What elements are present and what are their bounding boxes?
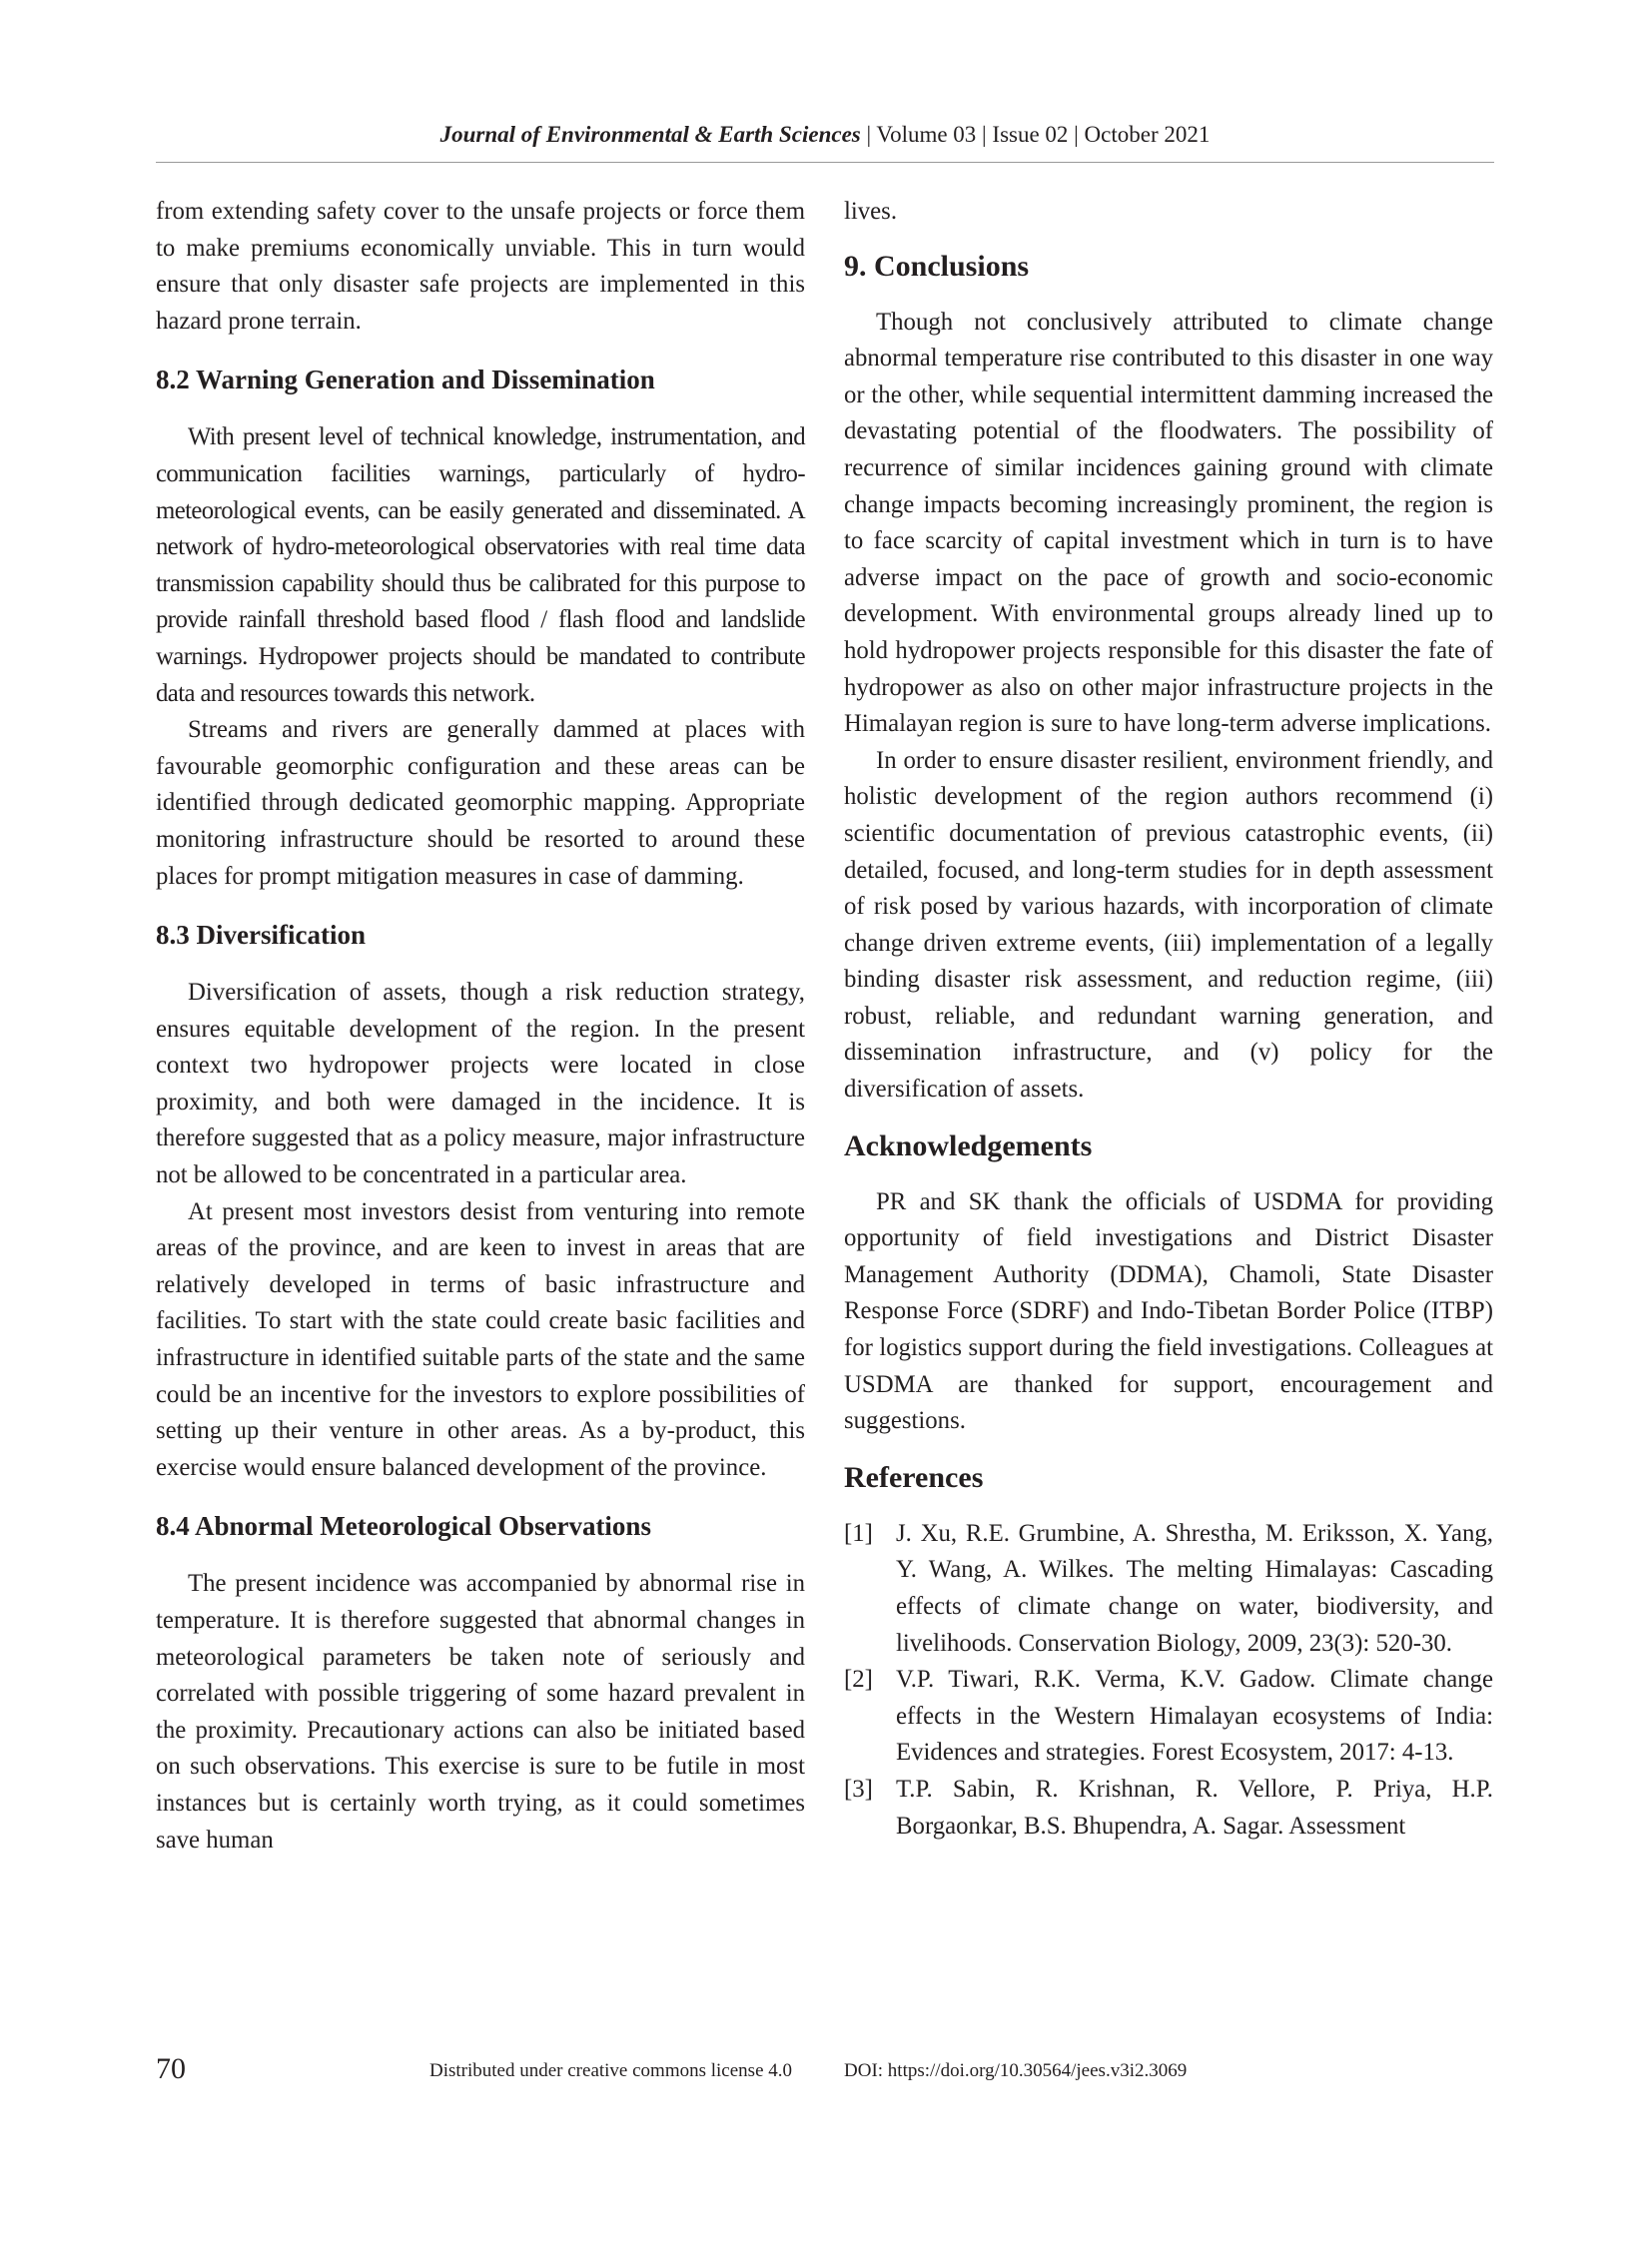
paragraph: At present most investors desist from venturing into remote areas of the province, and are keen to invest in areas that are relatively developed in terms of basic infrastructure and facilities. To start with the state could create basic facilities and infrastructure in identified suitable parts of the state and the same could be an incentive for the investors to explore possibilities of setting up their venture in other areas. As a by-product, this exercise would ensure balanced development of the province.: [156, 1197, 805, 1481]
paragraph: Diversification of assets, though a risk reduction strategy, ensures equitable development of the region. In the present context two hydropower projects were located in close proximity, and both were damaged in the incidence. It is therefore suggested that as a policy measure, major infrastructure not be allowed to be concentrated in a particular area.: [156, 979, 805, 1189]
section-heading-8-4: 8.4 Abnormal Meteorological Observations: [156, 1511, 651, 1542]
running-header: [156, 118, 1494, 152]
reference-text: J. Xu, R.E. Grumbine, A. Shrestha, M. Eriksson, X. Yang, Y. Wang, A. Wilkes. The melting Himalayas: Cascading effects of climate change on water, biodiversity, and livelihoods. Conservation Biology, 2009, 23(3): 520-30.: [896, 1519, 1493, 1657]
right-column: [844, 194, 1493, 1845]
paragraph: PR and SK thank the officials of USDMA for providing opportunity of field investigations and District Disaster Management Authority (DDMA), Chamoli, State Disaster Response Force (SDRF) and Indo-Tibetan Border Police (ITBP) for logistics support during the field investigations. Colleagues at USDMA are thanked for support, encouragement and suggestions.: [844, 1187, 1493, 1435]
reference-list: [844, 1516, 1493, 1845]
reference-number: [2]: [844, 1666, 873, 1694]
paragraph: With present level of technical knowledge, instrumentation, and communication facilities warnings, particularly of hydro-meteorological events, can be easily generated and disseminated. A network of hydro-meteorological observatories with real time data transmission capability should thus be calibrated for this purpose to provide rainfall threshold based flood / flash flood and landslide warnings. Hydropower projects should be mandated to contribute data and resources towards this network.: [156, 423, 805, 707]
reference-text: V.P. Tiwari, R.K. Verma, K.V. Gadow. Climate change effects in the Western Himalayan ecosystems of India: Evidences and strategies. Forest Ecosystem, 2017: 4-13.: [896, 1666, 1493, 1767]
reference-item: [844, 1772, 1493, 1845]
reference-text: T.P. Sabin, R. Krishnan, R. Vellore, P. Priya, H.P. Borgaonkar, B.S. Bhupendra, A. Sagar. Assessment: [896, 1775, 1493, 1840]
page-number: 70: [156, 2052, 186, 2085]
section-heading-conclusions: 9. Conclusions: [844, 249, 1030, 283]
license-note: Distributed under creative commons license 4.0: [429, 2060, 793, 2081]
section-heading-8-2: 8.2 Warning Generation and Dissemination: [156, 365, 655, 395]
doi-link[interactable]: DOI: https://doi.org/10.30564/jees.v3i2.3069: [844, 2060, 1188, 2081]
reference-item: [844, 1662, 1493, 1772]
continued-paragraph: from extending safety cover to the unsafe projects or force them to make premiums economically unviable. This in turn would ensure that only disaster safe projects are implemented in this hazard prone terrain.: [156, 198, 805, 335]
left-column: [156, 194, 805, 1859]
paragraph: The present incidence was accompanied by abnormal rise in temperature. It is therefore suggested that abnormal changes in meteorological parameters be taken note of seriously and correlated with possible triggering of some hazard prevalent in the proximity. Precautionary actions can also be initiated based on such observations. This exercise is sure to be futile in most instances but is certainly worth trying, as it could sometimes save human: [156, 1570, 805, 1854]
section-heading-acknowledgements: Acknowledgements: [844, 1128, 1093, 1162]
reference-number: [3]: [844, 1775, 873, 1803]
reference-item: [844, 1516, 1493, 1662]
paragraph: Though not conclusively attributed to climate change abnormal temperature rise contributed to this disaster in one way or the other, while sequential intermittent damming increased the devastating potential of the floodwaters. The possibility of recurrence of similar incidences gaining ground with climate change impacts becoming increasingly prominent, the region is to face scarcity of capital investment which in turn is to have adverse impact on the pace of growth and socio-economic development. With environmental groups already lined up to hold hydropower projects responsible for this disaster the fate of hydropower as also on other major infrastructure projects in the Himalayan region is sure to have long-term adverse implications.: [844, 308, 1493, 738]
section-heading-8-3: 8.3 Diversification: [156, 920, 366, 951]
paragraph: In order to ensure disaster resilient, environment friendly, and holistic development of the region authors recommend (i) scientific documentation of previous catastrophic events, (ii) detailed, focused, and long-term studies for in depth assessment of risk posed by various hazards, with incorporation of climate change driven extreme events, (iii) implementation of a legally binding disaster risk assessment, and reduction regime, (iii) robust, reliable, and redundant warning generation, and dissemination infrastructure, and (v) policy for the diversification of assets.: [844, 746, 1493, 1104]
journal-name: Journal of Environmental & Earth Sciences: [439, 122, 861, 147]
continued-paragraph: lives.: [844, 198, 898, 225]
paragraph: Streams and rivers are generally dammed at places with favourable geomorphic configuration and these areas can be identified through dedicated geomorphic mapping. Appropriate monitoring infrastructure should be resorted to around these places for prompt mitigation measures in case of damming.: [156, 716, 805, 890]
header-divider: [156, 162, 1494, 163]
reference-number: [1]: [844, 1519, 873, 1547]
issue-details: | Volume 03 | Issue 02 | October 2021: [860, 122, 1211, 147]
section-heading-references: References: [844, 1460, 984, 1494]
